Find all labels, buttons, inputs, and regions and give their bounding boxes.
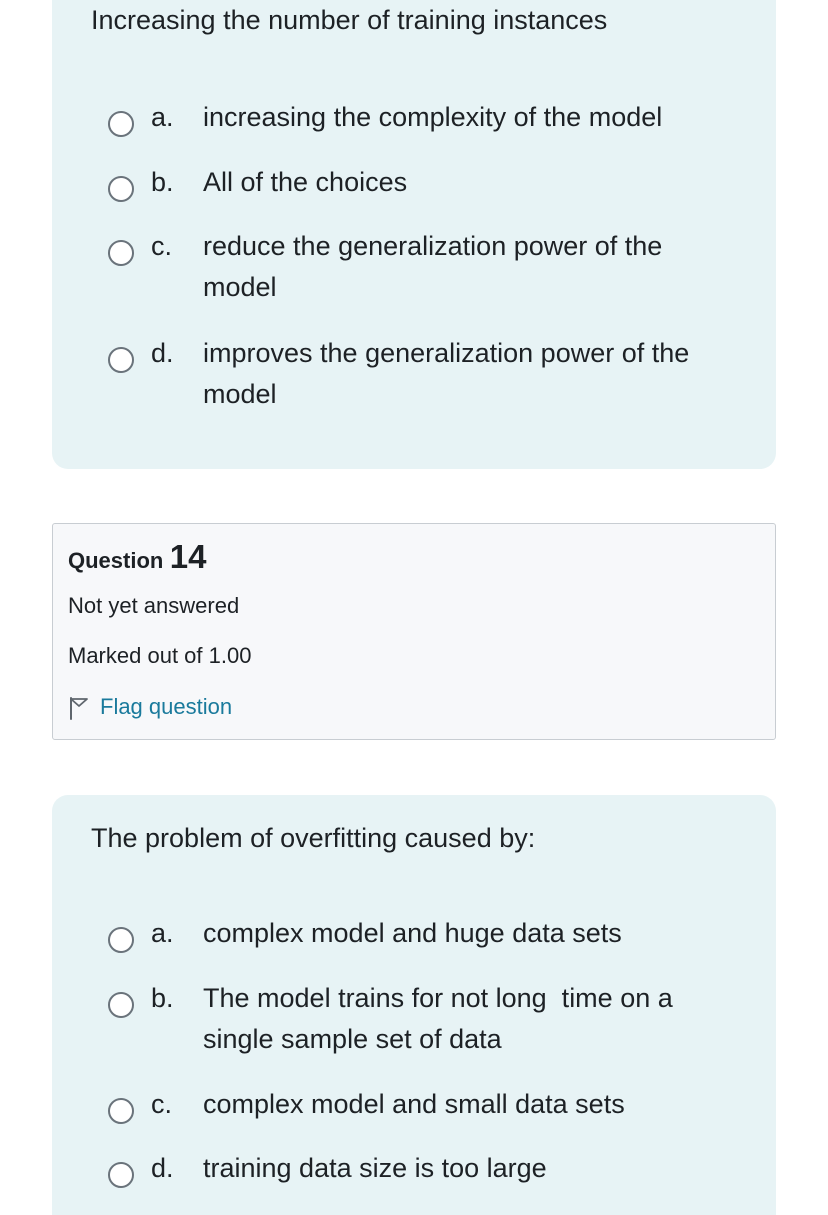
option-letter: b. — [151, 983, 174, 1013]
radio-button[interactable] — [108, 927, 134, 953]
option-letter: b. — [151, 167, 174, 197]
marks-info: Marked out of 1.00 — [68, 643, 252, 668]
option-text[interactable]: complex model and small data sets — [203, 1089, 625, 1119]
question-number: 14 — [169, 538, 207, 575]
question-13-text: Increasing the number of training instances — [91, 5, 608, 35]
option-letter: d. — [151, 1153, 174, 1183]
option-letter: c. — [151, 231, 173, 261]
radio-button[interactable] — [108, 111, 134, 137]
answer-status: Not yet answered — [68, 593, 240, 618]
option-letter: a. — [151, 102, 174, 132]
option-text[interactable]: training data size is too large — [203, 1153, 547, 1183]
option-text[interactable]: reduce the generalization power of the model — [203, 231, 663, 302]
radio-button[interactable] — [108, 347, 134, 373]
option-text[interactable]: All of the choices — [203, 167, 408, 197]
question-label: Question — [68, 548, 164, 573]
radio-button[interactable] — [108, 1162, 134, 1188]
radio-button[interactable] — [108, 992, 134, 1018]
option-letter: d. — [151, 338, 174, 368]
option-text[interactable]: The model trains for not long time on a single sample set of data — [203, 983, 681, 1054]
question-13-content — [52, 0, 776, 469]
option-letter: a. — [151, 918, 174, 948]
flag-icon[interactable] — [68, 696, 90, 720]
radio-button[interactable] — [108, 240, 134, 266]
radio-button[interactable] — [108, 1098, 134, 1124]
question-14-text: The problem of overfitting caused by: — [91, 823, 536, 853]
question-number-heading — [68, 538, 207, 576]
radio-button[interactable] — [108, 176, 134, 202]
question-14-info — [52, 523, 776, 740]
option-text[interactable]: complex model and huge data sets — [203, 918, 622, 948]
option-text[interactable]: increasing the complexity of the model — [203, 102, 663, 132]
question-14-content — [52, 795, 776, 1215]
flag-question-label[interactable]: Flag question — [100, 694, 233, 719]
option-letter: c. — [151, 1089, 173, 1119]
option-text[interactable]: improves the generalization power of the model — [203, 338, 690, 409]
